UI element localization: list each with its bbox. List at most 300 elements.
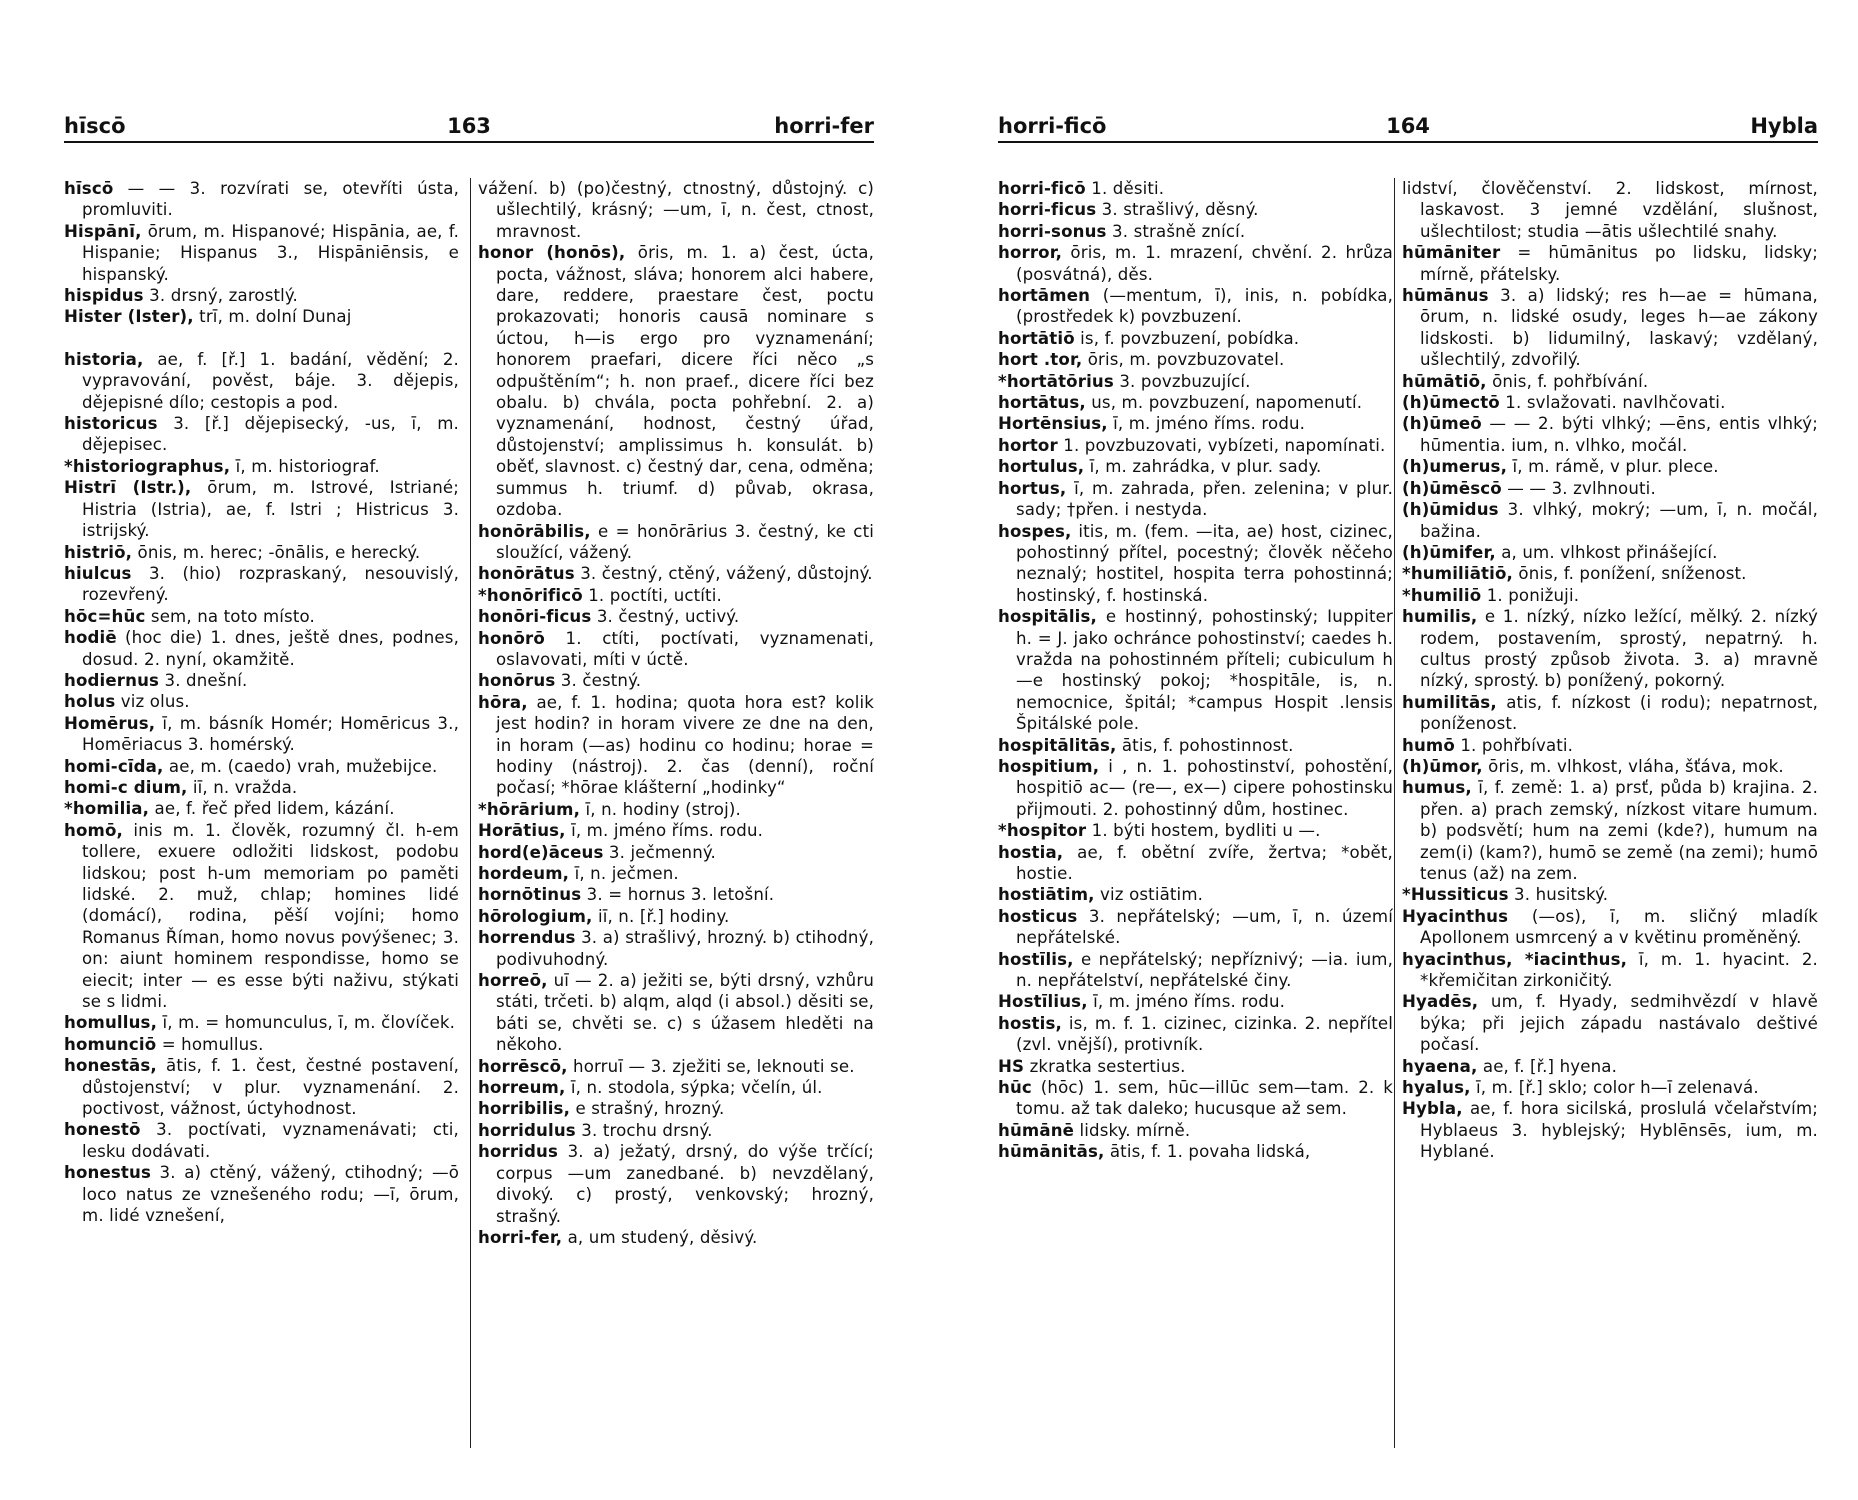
dictionary-entry [478, 178, 874, 242]
entry-headword: hortulus, [998, 457, 1085, 477]
entry-definition: (—os), ī, m. sličný mladík Apollonem usmrcený a v květinu proměněný. [1420, 906, 1818, 948]
entry-definition: 3. a) ctěný, vážený, ctihodný; —ō loco natus ze vznešeného rodu; —ī, ōrum, m. lidé vznešení, [82, 1163, 459, 1226]
dictionary-entry [64, 306, 459, 327]
entry-definition: vážení. b) (po)čestný, ctnostný, důstojný. c) ušlechtilý, krásný; —um, ī, n. čest, ctnost, mravnost. [478, 179, 874, 241]
entry-headword: hūmānitās, [998, 1142, 1105, 1162]
dictionary-entry [64, 713, 459, 756]
dictionary-entry [1402, 884, 1818, 905]
entry-headword: hort .tor, [998, 350, 1083, 370]
entry-definition: us, m. povzbuzení, napomenutí. [1085, 393, 1363, 413]
entry-definition: ōris, m. vlhkost, vláha, šťáva, mok. [1482, 756, 1784, 776]
entry-headword: horri-ficus [998, 200, 1097, 220]
page-header [64, 111, 874, 143]
entry-headword: hūmānus [1402, 286, 1489, 306]
entry-headword: hyaena, [1402, 1056, 1478, 1076]
entry-definition: (—mentum, ī), inis, n. pobídka, (prostředek k) povzbuzení. [1016, 286, 1393, 327]
entry-headword: humilis, [1402, 607, 1478, 627]
dictionary-entry [998, 413, 1393, 434]
dictionary-entry [1402, 906, 1818, 949]
entry-headword: hospitālis, [998, 607, 1097, 627]
entry-headword: *hortātōrius [998, 371, 1114, 391]
entry-headword: horreum, [478, 1078, 566, 1098]
entry-definition: ī, m. [ř.] sklo; color h—ī zelenavá. [1470, 1078, 1759, 1098]
dictionary-entry [478, 1056, 874, 1077]
entry-headword: hortāmen [998, 286, 1091, 306]
dictionary-entry [998, 199, 1393, 220]
dictionary-entry [998, 735, 1393, 756]
dictionary-entry [998, 820, 1393, 841]
dictionary-entry [1402, 949, 1818, 992]
entry-headword: hosticus [998, 906, 1078, 926]
dictionary-entry [478, 842, 874, 863]
entry-definition: 3. vlhký, mokrý; —um, ī, n. močál, bažina. [1420, 500, 1818, 541]
dictionary-entry [478, 820, 874, 841]
entry-headword: hospitālitās, [998, 735, 1117, 755]
entry-headword: horreō, [478, 971, 548, 991]
entry-headword: humilitās, [1402, 692, 1497, 712]
dictionary-entry [998, 606, 1393, 734]
entry-definition: ae, f. hora sicilská, proslulá včelařstvím; Hyblaeus 3. hyblejský; Hyblēnsēs, ium, m. Hyblané. [1420, 1099, 1818, 1162]
entry-definition: i , n. 1. pohostinství, pohostění, hospitiō ac— (re—, ex—) cipere pohostinsku přijmouti. 2. pohostinný dům, hostinec. [1016, 756, 1393, 819]
entry-headword: horri-sonus [998, 221, 1107, 241]
dictionary-entry [998, 1056, 1393, 1077]
dictionary-entry [998, 1077, 1393, 1120]
entry-definition: lidství, člověčenství. 2. lidskost, mírnost, laskavost. 3 jemné vzdělání, slušnost, ušlechtilost; studia —ātis ušlechtilé snahy. [1402, 179, 1818, 241]
entry-definition: ae, f. [ř.] 1. badání, vědění; 2. vypravování, pověst, báje. 3. dějepis, dějepisné dílo; cestopis a pod. [82, 349, 459, 412]
entry-headword: Hostīlius, [998, 992, 1088, 1012]
entry-headword: homi-c dium, [64, 777, 188, 797]
dictionary-entry [478, 585, 874, 606]
entry-definition: ōrum, m. Hispanové; Hispānia, ae, f. Hispanie; Hispanus 3., Hispāniēnsis, e hispanský. [82, 221, 459, 284]
entry-definition: e = honōrārius 3. čestný, ke cti sloužící, vážený. [496, 521, 874, 562]
entry-definition: 3. a) strašlivý, hrozný. b) ctihodný, podivuhodný. [496, 928, 874, 969]
entry-definition: e hostinný, pohostinský; Iuppiter h. = J. jako ochránce pohostinství; caedes h. vražda na pohostinném příteli; cubiculum h—e hostinský pokoj; *hospitāle, is, n. nemocnice, špitál; *campus Hospit .lensis Špitálské pole. [1016, 607, 1393, 734]
entry-definition: 3. ječmenný. [603, 842, 716, 862]
entry-headword: hortātiō [998, 328, 1075, 348]
entry-definition: ātis, f. 1. čest, čestné postavení, důstojenství; v plur. vyznamenání. 2. poctivost, vážnost, úctyhodnost. [82, 1056, 459, 1119]
entry-definition: 3. nepřátelský; —um, ī, n. území nepřátelské. [1016, 906, 1393, 948]
entry-definition: e nepřátelský; nepříznivý; —ia. ium, n. nepřátelství, nepřátelské činy. [1016, 949, 1393, 991]
header-guide-word-right: Hybla [1750, 114, 1818, 138]
entry-definition: ī, m. rámě, v plur. plece. [1507, 457, 1719, 477]
entry-definition: ī, m. historiograf. [230, 456, 380, 476]
entry-definition: iī, n. [ř.] hodiny. [592, 906, 730, 926]
dictionary-entry [64, 1034, 459, 1055]
entry-headword: *hospitor [998, 821, 1087, 841]
dictionary-entry [478, 1141, 874, 1227]
dictionary-entry [998, 842, 1393, 885]
entry-headword: hortor [998, 435, 1058, 455]
dictionary-entry [1402, 478, 1818, 499]
dictionary-entry [1402, 756, 1818, 777]
entry-definition: iī, n. vražda. [187, 777, 298, 797]
dictionary-entry [1402, 1098, 1818, 1162]
entry-definition: uī — 2. a) ježiti se, býti drsný, vzhůru státi, trčeti. b) alqm, alqd (i absol.) děsiti se, báti se, chvěti se. c) s úžasem hleděti na někoho. [496, 971, 874, 1055]
dictionary-entry [1402, 735, 1818, 756]
entry-definition: itis, m. (fem. —ita, ae) host, cizinec, pohostinný přítel, pocestný; člověk něčeho neznalý; hostitel, hospita terra pohostinná; hostinský, f. hostinská. [1016, 521, 1393, 605]
entry-definition: is, f. povzbuzení, pobídka. [1074, 328, 1300, 348]
entry-headword: hodiernus [64, 670, 160, 690]
entry-headword: horri-fer, [478, 1227, 563, 1247]
dictionary-entry [478, 1227, 874, 1248]
entry-headword: hostīlis, [998, 949, 1074, 969]
entry-definition: a, um. vlhkost přinášející. [1495, 542, 1718, 562]
entry-headword: hodiē [64, 628, 117, 648]
entry-definition: ōnis, m. herec; -ōnālis, e herecký. [132, 542, 421, 562]
entry-definition: ātis, f. 1. povaha lidská, [1104, 1142, 1311, 1162]
entry-headword: horrendus [478, 928, 576, 948]
entry-definition: atis, f. nízkost (i rodu); nepatrnost, poníženost. [1420, 692, 1818, 734]
entry-definition: 3. čestný, ctěný, vážený, důstojný. [574, 564, 873, 584]
entry-definition: trī, m. dolní Dunaj [193, 307, 352, 327]
entry-headword: hīscō [64, 179, 114, 198]
entry-definition: ae, m. (caedo) vrah, mužebijce. [163, 756, 438, 776]
dictionary-entry [64, 627, 459, 670]
dictionary-entry [64, 456, 459, 477]
entry-definition: ae, f. řeč před lidem, kázání. [149, 799, 395, 819]
dictionary-entry [64, 542, 459, 563]
entry-headword: hūmāniter [1402, 243, 1501, 263]
dictionary-entry [64, 221, 459, 285]
dictionary-entry [998, 242, 1393, 285]
entry-headword: hostia, [998, 842, 1064, 862]
dictionary-entry [998, 328, 1393, 349]
entry-definition: ī, n. stodola, sýpka; včelín, úl. [565, 1078, 823, 1098]
entry-headword: horribilis, [478, 1099, 571, 1119]
right-page [960, 0, 1858, 1500]
dictionary-entry [1402, 392, 1818, 413]
entry-definition: — — 3. rozvírati se, otevříti ústa, promluviti. [82, 179, 459, 220]
entry-definition: 1. pohřbívati. [1454, 735, 1574, 755]
entry-headword: histriō, [64, 542, 133, 562]
entry-headword: hyacinthus, *iacinthus, [1402, 949, 1628, 969]
entry-definition: ae, f. [ř.] hyena. [1477, 1056, 1617, 1076]
entry-headword: hospitium, [998, 756, 1100, 776]
entry-definition: 3. = hornus 3. letošní. [581, 885, 775, 905]
entry-definition: viz olus. [115, 692, 190, 712]
page-header [998, 111, 1818, 143]
dictionary-entry [998, 221, 1393, 242]
entry-headword: hiulcus [64, 563, 132, 583]
entry-headword: Hyadēs, [1402, 992, 1479, 1012]
dictionary-entry [998, 884, 1393, 905]
entry-headword: humus, [1402, 778, 1472, 798]
entry-definition: ī, m. básník Homér; Homēricus 3., Homēriacus 3. homérský. [82, 713, 459, 755]
entry-definition: 3. strašlivý, děsný. [1096, 200, 1259, 220]
entry-headword: honestō [64, 1120, 141, 1140]
entry-headword: Hybla, [1402, 1099, 1463, 1119]
entry-definition: 3. čestný. [555, 671, 642, 691]
entry-definition: e 1. nízký, nízko ležící, mělký. 2. nízký rodem, postavením, sprostý, nepatrný. h. cultus prostý způsob života. 3. a) mravně nízký, sprostý. b) ponížený, pokorný. [1420, 607, 1818, 691]
dictionary-entry [998, 349, 1393, 370]
dictionary-entry [998, 949, 1393, 992]
blank-line [64, 328, 459, 349]
entry-definition: 1. povzbuzovati, vybízeti, napomínati. [1057, 435, 1386, 455]
dictionary-entry [478, 970, 874, 1056]
entry-definition: ī, f. země: 1. a) prsť, půda b) krajina. 2. přen. a) prach zemský, nízkost vitare humum. b) podsvětí; hum na zemi (kde?), humum na zem(i) (kam?), humō se země (na zemi); humō tenus (až) na zem. [1420, 778, 1818, 883]
entry-headword: hostiātim, [998, 885, 1095, 905]
dictionary-entry [64, 606, 459, 627]
entry-definition: zkratka sestertius. [1024, 1056, 1186, 1076]
entry-headword: hostis, [998, 1013, 1062, 1033]
entry-headword: honor (honōs), [478, 243, 626, 263]
entry-headword: HS [998, 1056, 1025, 1076]
entry-headword: hospes, [998, 521, 1072, 541]
entry-definition: ae, f. 1. hodina; quota hora est? kolik jest hodin? in horam vivere ze dne na den, in horam (—as) hodinu co hodinu; horae = hodiny (nástroj). 2. čas (denní), roční počasí; *hōrae klášterní „hodinky“ [496, 692, 874, 798]
entry-headword: Horātius, [478, 821, 566, 841]
entry-headword: (h)ūmeō [1402, 414, 1482, 434]
dictionary-entry [1402, 585, 1818, 606]
entry-headword: hordeum, [478, 864, 570, 883]
dictionary-entry [998, 991, 1393, 1012]
entry-definition: 3. husitský. [1508, 885, 1609, 905]
dictionary-column [1402, 178, 1818, 1448]
dictionary-entry [64, 477, 459, 541]
entry-headword: humō [1402, 735, 1455, 755]
entry-definition: lidsky. mírně. [1074, 1120, 1191, 1140]
header-guide-word-left: horri-ficō [998, 114, 1107, 138]
dictionary-entry [64, 1119, 459, 1162]
dictionary-entry [998, 392, 1393, 413]
dictionary-entry [64, 1012, 459, 1033]
entry-definition: ī, m. jméno říms. rodu. [565, 821, 764, 841]
entry-headword: historicus [64, 414, 158, 434]
entry-headword: hyalus, [1402, 1078, 1471, 1098]
header-guide-word-left: hīscō [64, 114, 126, 138]
entry-definition: ōris, m. 1. mrazení, chvění. 2. hrůza (posvátná), děs. [1016, 243, 1393, 284]
entry-definition: (hōc) 1. sem, hūc—illūc sem—tam. 2. k tomu. až tak daleko; hucusque až sem. [1016, 1078, 1393, 1119]
entry-headword: honōrus [478, 671, 556, 691]
entry-definition: ī, m. zahrádka, v plur. sady. [1084, 457, 1322, 477]
dictionary-entry [478, 1077, 874, 1098]
entry-definition: ī, m. = homunculus, ī, m. človíček. [157, 1013, 456, 1033]
entry-headword: hortātus, [998, 393, 1086, 413]
entry-headword: hūc [998, 1078, 1032, 1098]
dictionary-entry [478, 670, 874, 691]
dictionary-entry [1402, 991, 1818, 1055]
dictionary-entry [998, 906, 1393, 949]
page-number: 164 [1386, 114, 1430, 138]
entry-definition: 3. dnešní. [159, 670, 248, 690]
dictionary-entry [478, 1120, 874, 1141]
entry-headword: hispidus [64, 286, 144, 306]
entry-headword: hord(e)āceus [478, 842, 604, 862]
entry-headword: horri-ficō [998, 179, 1086, 198]
dictionary-entry [998, 1141, 1393, 1162]
entry-definition: — — 3. zvlhnouti. [1501, 478, 1656, 498]
dictionary-column [64, 178, 459, 1448]
entry-headword: historia, [64, 349, 144, 369]
dictionary-entry [1402, 285, 1818, 371]
entry-definition: — — 2. býti vlhký; —ēns, entis vlhký; hūmentia. ium, n. vlhko, močál. [1420, 414, 1818, 455]
entry-headword: *honōrificō [478, 585, 583, 605]
dictionary-entry [478, 799, 874, 820]
entry-headword: homullus, [64, 1013, 158, 1033]
entry-definition: 1. děsiti. [1085, 179, 1165, 198]
entry-headword: *humiliō [1402, 585, 1482, 605]
dictionary-entry [478, 927, 874, 970]
dictionary-entry [478, 1098, 874, 1119]
entry-headword: horrēscō, [478, 1056, 568, 1076]
entry-headword: hōc=hūc [64, 606, 146, 626]
dictionary-entry [478, 884, 874, 905]
entry-definition: inis m. 1. člověk, rozumný čl. h-em tollere, exuere odložiti lidskost, podobu lidskou; post h-um memoriam po paměti lidské. 2. muž, chlap; homines lidé (domácí), rodina, pěší vojíni; homo Romanus Říman, homo novus povýšenec; 3. on: aiunt hominem respondisse, homo se eiecit; inter — es esse býti naživu, stýkati se s lidmi. [82, 820, 459, 1012]
dictionary-entry [478, 692, 874, 799]
dictionary-entry [1402, 692, 1818, 735]
entry-headword: Homērus, [64, 713, 156, 733]
entry-headword: horror, [998, 243, 1063, 263]
dictionary-entry [998, 456, 1393, 477]
entry-definition: ōris, m. povzbuzovatel. [1082, 350, 1285, 370]
dictionary-entry [998, 1013, 1393, 1056]
entry-definition: a, um studený, děsivý. [562, 1227, 758, 1247]
dictionary-entry [478, 606, 874, 627]
entry-headword: hūmātiō, [1402, 371, 1487, 391]
dictionary-entry [478, 563, 874, 584]
dictionary-entry [1402, 371, 1818, 392]
dictionary-entry [64, 691, 459, 712]
entry-headword: (h)umerus, [1402, 457, 1508, 477]
entry-headword: horridulus [478, 1120, 576, 1140]
entry-headword: (h)ūmifer, [1402, 542, 1496, 562]
dictionary-entry [1402, 1056, 1818, 1077]
dictionary-entry [998, 1120, 1393, 1141]
entry-definition: 3. povzbuzující. [1113, 371, 1251, 391]
entry-headword: hōra, [478, 692, 528, 712]
entry-definition: ī, m. jméno říms. rodu. [1107, 414, 1306, 434]
entry-headword: holus [64, 692, 116, 712]
entry-definition: ī, m. jméno říms. rodu. [1087, 992, 1286, 1012]
entry-definition: ōnis, f. ponížení, sníženost. [1512, 564, 1747, 584]
entry-definition: 3. [ř.] dějepisecký, -us, ī, m. dějepisec. [82, 414, 459, 455]
entry-headword: hortus, [998, 478, 1067, 498]
dictionary-entry [1402, 777, 1818, 884]
entry-headword: (h)ūmidus [1402, 500, 1499, 520]
dictionary-entry [998, 478, 1393, 521]
entry-definition: is, m. f. 1. cizinec, cizinka. 2. nepřítel (zvl. vnější), protivník. [1016, 1013, 1393, 1055]
dictionary-entry [1402, 178, 1818, 242]
entry-definition: 3. (hio) rozpraskaný, nesouvislý, rozevřený. [82, 563, 459, 605]
dictionary-entry [1402, 1077, 1818, 1098]
entry-definition: ae, f. obětní zvíře, žertva; *obět, hostie. [1016, 842, 1393, 883]
entry-definition: ī, m. zahrada, přen. zelenina; v plur. sady; †přen. i nestyda. [1016, 478, 1393, 520]
entry-definition: = hūmānitus po lidsku, lidsky; mírně, přátelsky. [1420, 243, 1818, 284]
dictionary-entry [64, 413, 459, 456]
dictionary-entry [64, 798, 459, 819]
entry-headword: Hister (Ister), [64, 307, 194, 327]
dictionary-entry [478, 242, 874, 520]
entry-definition: 1. ctíti, poctívati, vyznamenati, oslavovati, míti v úctě. [496, 628, 874, 669]
dictionary-entry [1402, 242, 1818, 285]
page-number: 163 [447, 114, 491, 138]
column-divider [1394, 178, 1395, 1448]
dictionary-entry [1402, 606, 1818, 692]
dictionary-entry [998, 371, 1393, 392]
dictionary-column [478, 178, 874, 1448]
entry-headword: *hōrārium, [478, 799, 581, 819]
entry-headword: *Hussiticus [1402, 885, 1509, 905]
dictionary-entry [998, 285, 1393, 328]
entry-headword: honōrābilis, [478, 521, 591, 541]
entry-definition: horruī — 3. zježiti se, leknouti se. [567, 1056, 855, 1076]
dictionary-entry [64, 178, 459, 221]
entry-definition: ī, n. hodiny (stroj). [580, 799, 741, 819]
entry-definition: 1. svlažovati. navlhčovati. [1499, 393, 1726, 413]
entry-headword: homunciō [64, 1034, 157, 1054]
entry-headword: hōrologium, [478, 906, 593, 926]
entry-headword: Histrī (Istr.), [64, 478, 192, 498]
entry-headword: *historiographus, [64, 456, 231, 476]
entry-definition: ōris, m. 1. a) čest, úcta, pocta, vážnost, sláva; honorem alci habere, dare, reddere, praestare čest, poctu prokazovati; honoris causā nominare s úctou, h—is ergo pro vyznamenání; honorem praefari, dicere říci něco „s odpuštěním“; h. non praef., dicere říci bez obalu. b) chvála, pocta pohřební. 2. a) vyznamenání, hodnost, čestný úřad, důstojenství; amplissimus h. konsulát. b) oběť, slavnost. c) čestný dar, cena, odměna; summus h. triumf. d) půvab, okrasa, ozdoba. [496, 243, 874, 520]
dictionary-entry [478, 628, 874, 671]
dictionary-entry [998, 435, 1393, 456]
entry-headword: horridus [478, 1142, 559, 1162]
entry-headword: honestās, [64, 1056, 157, 1076]
dictionary-entry [1402, 413, 1818, 456]
entry-definition: 3. čestný, uctivý. [591, 607, 740, 627]
dictionary-entry [998, 178, 1393, 199]
entry-definition: 3. drsný, zarostlý. [143, 286, 298, 306]
dictionary-entry [64, 1055, 459, 1119]
entry-headword: Hyacinthus [1402, 906, 1509, 926]
entry-definition: viz ostiātim. [1094, 885, 1204, 905]
entry-definition: 3. a) ježatý, drsný, do výše trčící; corpus —um zanedbané. b) nevzdělaný, divoký. c) prostý, venkovský; hrozný, strašný. [496, 1142, 874, 1226]
left-page [0, 0, 900, 1500]
dictionary-entry [64, 777, 459, 798]
dictionary-entry [1402, 542, 1818, 563]
entry-headword: homō, [64, 820, 123, 840]
entry-definition: ī, n. ječmen. [569, 864, 679, 883]
entry-definition: 1. poctíti, uctíti. [582, 585, 722, 605]
entry-headword: honestus [64, 1163, 151, 1183]
entry-definition: ōrum, m. Istrové, Istriané; Histria (Istria), ae, f. Istri ; Histricus 3. istrijský. [82, 478, 459, 541]
entry-headword: homi-cīda, [64, 756, 164, 776]
entry-definition: 1. ponižuji. [1481, 585, 1580, 605]
dictionary-entry [64, 285, 459, 306]
column-divider [470, 178, 471, 1448]
entry-definition: 1. býti hostem, bydliti u —. [1086, 821, 1321, 841]
dictionary-entry [998, 521, 1393, 607]
header-guide-word-right: horri-fer [774, 114, 874, 138]
entry-headword: Hispānī, [64, 221, 142, 241]
entry-definition: ī, m. 1. hyacint. 2. *křemičitan zirkoničitý. [1420, 949, 1818, 991]
dictionary-entry [478, 521, 874, 564]
entry-definition: 3. poctívati, vyznamenávati; cti, lesku dodávati. [82, 1120, 459, 1161]
dictionary-entry [64, 756, 459, 777]
entry-definition: sem, na toto místo. [145, 606, 315, 626]
entry-definition: um, f. Hyady, sedmihvězdí v hlavě býka; při jejich západu nastávalo deštivé počasí. [1420, 992, 1818, 1055]
entry-headword: (h)ūmor, [1402, 756, 1483, 776]
dictionary-entry [478, 863, 874, 884]
dictionary-entry [1402, 563, 1818, 584]
dictionary-entry [1402, 456, 1818, 477]
dictionary-entry [478, 906, 874, 927]
dictionary-column [998, 178, 1393, 1448]
entry-definition: ōnis, f. pohřbívání. [1486, 371, 1649, 391]
dictionary-entry [998, 756, 1393, 820]
dictionary-entry [64, 1162, 459, 1226]
entry-definition: 3. a) lidský; res h—ae = hūmana, ōrum, n. lidské osudy, leges h—ae zákony lidskosti. b) lidumilný, laskavý; vzdělaný, ušlechtilý, zdvořilý. [1420, 286, 1818, 370]
entry-headword: hūmānē [998, 1120, 1075, 1140]
entry-headword: hornōtinus [478, 885, 582, 905]
entry-definition: 3. strašně znící. [1106, 221, 1246, 241]
dictionary-entry [64, 820, 459, 1013]
entry-headword: *homilia, [64, 799, 150, 819]
dictionary-entry [64, 563, 459, 606]
entry-definition: e strašný, hrozný. [570, 1099, 725, 1119]
dictionary-entry [1402, 499, 1818, 542]
entry-headword: (h)ūmēscō [1402, 478, 1502, 498]
